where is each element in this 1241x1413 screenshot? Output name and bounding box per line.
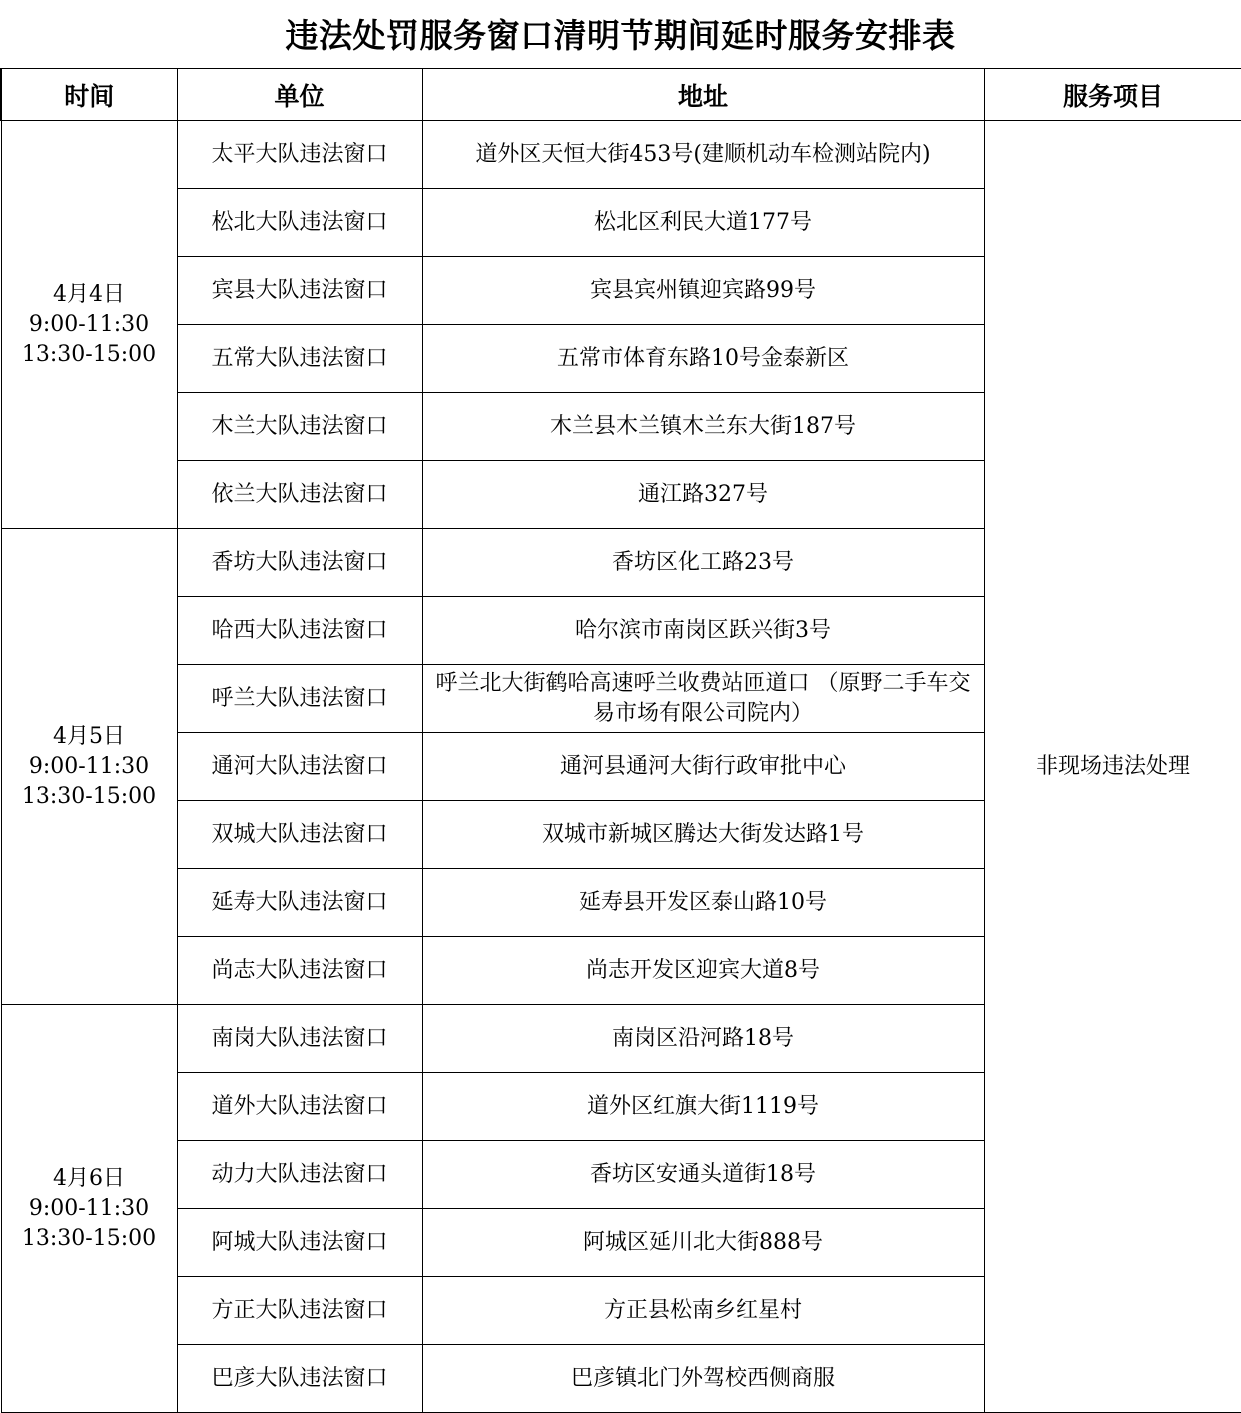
unit-cell: 道外大队违法窗口 (177, 1073, 422, 1141)
address-cell: 阿城区延川北大街888号 (422, 1209, 984, 1277)
time-cell (1, 1005, 177, 1413)
unit-cell: 双城大队违法窗口 (177, 801, 422, 869)
unit-cell: 木兰大队违法窗口 (177, 393, 422, 461)
unit-cell: 方正大队违法窗口 (177, 1277, 422, 1345)
header-unit: 单位 (177, 69, 422, 121)
address-cell: 尚志开发区迎宾大道8号 (422, 937, 984, 1005)
address-cell: 五常市体育东路10号金泰新区 (422, 325, 984, 393)
unit-cell: 尚志大队违法窗口 (177, 937, 422, 1005)
schedule-table (0, 68, 1241, 1413)
address-cell: 呼兰北大街鹤哈高速呼兰收费站匝道口 （原野二手车交易市场有限公司院内） (422, 665, 984, 733)
unit-cell: 阿城大队违法窗口 (177, 1209, 422, 1277)
time-date: 4月4日 (53, 281, 125, 307)
time-time1: 9:00-11:30 (28, 311, 150, 337)
address-cell: 宾县宾州镇迎宾路99号 (422, 257, 984, 325)
address-cell: 双城市新城区腾达大街发达路1号 (422, 801, 984, 869)
unit-cell: 依兰大队违法窗口 (177, 461, 422, 529)
unit-cell: 通河大队违法窗口 (177, 733, 422, 801)
time-time1: 9:00-11:30 (28, 1195, 150, 1221)
unit-cell: 哈西大队违法窗口 (177, 597, 422, 665)
address-cell: 木兰县木兰镇木兰东大街187号 (422, 393, 984, 461)
address-cell: 延寿县开发区泰山路10号 (422, 869, 984, 937)
unit-cell: 太平大队违法窗口 (177, 121, 422, 189)
time-time2: 13:30-15:00 (21, 341, 157, 367)
unit-cell: 延寿大队违法窗口 (177, 869, 422, 937)
address-cell: 道外区红旗大街1119号 (422, 1073, 984, 1141)
unit-cell: 动力大队违法窗口 (177, 1141, 422, 1209)
address-cell: 南岗区沿河路18号 (422, 1005, 984, 1073)
time-time2: 13:30-15:00 (21, 783, 157, 809)
address-cell: 哈尔滨市南岗区跃兴街3号 (422, 597, 984, 665)
unit-cell: 巴彦大队违法窗口 (177, 1345, 422, 1413)
address-cell: 巴彦镇北门外驾校西侧商服 (422, 1345, 984, 1413)
time-cell (1, 529, 177, 1005)
unit-cell: 香坊大队违法窗口 (177, 529, 422, 597)
address-cell: 香坊区化工路23号 (422, 529, 984, 597)
unit-cell: 五常大队违法窗口 (177, 325, 422, 393)
address-cell: 松北区利民大道177号 (422, 189, 984, 257)
table-row (1, 121, 1241, 189)
service-cell: 非现场违法处理 (984, 121, 1241, 1413)
time-time1: 9:00-11:30 (28, 753, 150, 779)
unit-cell: 松北大队违法窗口 (177, 189, 422, 257)
header-service: 服务项目 (984, 69, 1241, 121)
address-cell: 方正县松南乡红星村 (422, 1277, 984, 1345)
table-body (1, 121, 1241, 1413)
header-time: 时间 (1, 69, 177, 121)
time-date: 4月6日 (53, 1165, 125, 1191)
unit-cell: 南岗大队违法窗口 (177, 1005, 422, 1073)
address-cell: 道外区天恒大街453号(建顺机动车检测站院内) (422, 121, 984, 189)
time-time2: 13:30-15:00 (21, 1225, 157, 1251)
address-cell: 通江路327号 (422, 461, 984, 529)
time-date: 4月5日 (53, 723, 125, 749)
header-row (1, 69, 1241, 121)
address-cell: 香坊区安通头道街18号 (422, 1141, 984, 1209)
unit-cell: 宾县大队违法窗口 (177, 257, 422, 325)
header-address: 地址 (422, 69, 984, 121)
unit-cell: 呼兰大队违法窗口 (177, 665, 422, 733)
time-cell (1, 121, 177, 529)
address-cell: 通河县通河大街行政审批中心 (422, 733, 984, 801)
page-title: 违法处罚服务窗口清明节期间延时服务安排表 (285, 16, 956, 55)
